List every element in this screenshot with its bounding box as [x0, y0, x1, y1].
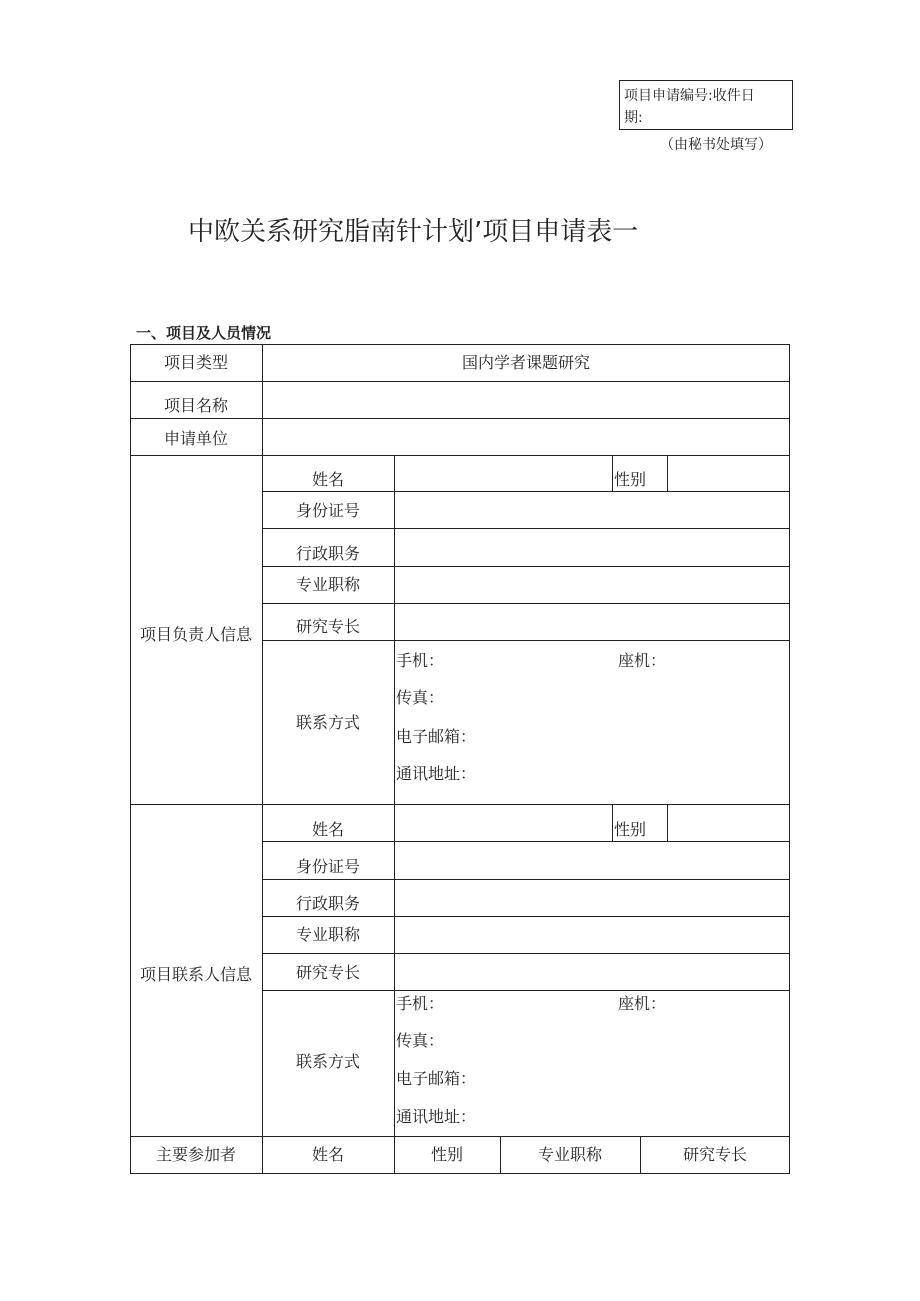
- col-divider: [612, 455, 613, 491]
- row-divider: [262, 640, 790, 641]
- applicant-unit-label: 申请单位: [163, 429, 228, 448]
- contact-name-label: 姓名: [311, 820, 344, 839]
- row-divider: [130, 455, 790, 456]
- leader-address[interactable]: 通讯地址：: [396, 764, 477, 783]
- secretariat-box-line2: 期:: [624, 110, 643, 126]
- row-divider: [262, 841, 790, 842]
- participants-label: 主要参加者: [155, 1145, 236, 1164]
- leader-research-field[interactable]: [396, 605, 788, 639]
- row-divider: [130, 381, 790, 382]
- row-divider: [262, 879, 790, 880]
- col-divider: [667, 455, 668, 491]
- leader-contact-label: 联系方式: [295, 713, 360, 732]
- row-divider: [262, 528, 790, 529]
- contact-address[interactable]: 通讯地址：: [396, 1107, 477, 1126]
- leader-prof-title-label: 专业职称: [295, 575, 360, 594]
- leader-email[interactable]: 电子邮箱：: [396, 727, 477, 746]
- leader-name-label: 姓名: [311, 470, 344, 489]
- participants-prof-title-header: 专业职称: [537, 1145, 602, 1164]
- leader-fax[interactable]: 传真：: [396, 688, 445, 707]
- applicant-unit-field[interactable]: [264, 420, 788, 454]
- leader-id-label: 身份证号: [295, 501, 360, 520]
- contact-prof-title-label: 专业职称: [295, 925, 360, 944]
- contact-contact-label: 联系方式: [295, 1052, 360, 1071]
- leader-name-field[interactable]: [396, 457, 610, 490]
- contact-admin-post-field[interactable]: [396, 881, 788, 915]
- contact-gender-label: 性别: [614, 820, 647, 839]
- col-divider: [612, 804, 613, 841]
- row-divider: [130, 1136, 790, 1137]
- contact-research-field[interactable]: [396, 955, 788, 989]
- col-divider: [394, 804, 395, 1136]
- contact-name-field[interactable]: [396, 806, 610, 840]
- row-divider: [262, 603, 790, 604]
- col-divider: [667, 804, 668, 841]
- leader-mobile[interactable]: 手机：: [396, 651, 445, 670]
- row-divider: [262, 566, 790, 567]
- contact-admin-post-label: 行政职务: [295, 894, 360, 913]
- row-divider: [130, 804, 790, 805]
- contact-gender-field[interactable]: [669, 806, 788, 840]
- contact-fax[interactable]: 传真：: [396, 1031, 445, 1050]
- contact-id-field[interactable]: [396, 843, 788, 878]
- row-divider: [262, 953, 790, 954]
- row-divider: [262, 990, 790, 991]
- project-type-value: 国内学者课题研究: [461, 353, 590, 372]
- contact-email[interactable]: 电子邮箱：: [396, 1069, 477, 1088]
- row-divider: [262, 491, 790, 492]
- col-divider: [394, 455, 395, 804]
- leader-admin-post-label: 行政职务: [295, 544, 360, 563]
- participants-gender-header: 性别: [430, 1145, 463, 1164]
- contact-prof-title-field[interactable]: [396, 918, 788, 952]
- leader-gender-field[interactable]: [669, 457, 788, 490]
- project-name-label: 项目名称: [163, 396, 228, 415]
- contact-research-label: 研究专长: [295, 963, 360, 982]
- project-name-field[interactable]: [264, 383, 788, 417]
- leader-id-field[interactable]: [396, 493, 788, 527]
- leader-gender-label: 性别: [614, 470, 647, 489]
- contact-id-label: 身份证号: [295, 857, 360, 876]
- page-title: 中欧关系研究脂南针计划’项目申请表一: [188, 217, 639, 247]
- leader-group-label: 项目负责人信息: [139, 625, 252, 644]
- row-divider: [130, 418, 790, 419]
- leader-research-label: 研究专长: [295, 617, 360, 636]
- contact-group-label: 项目联系人信息: [139, 965, 252, 984]
- section-heading: 一、项目及人员情况: [136, 324, 272, 342]
- participants-research-header: 研究专长: [682, 1145, 747, 1164]
- col-divider: [262, 344, 263, 1173]
- project-type-label: 项目类型: [163, 353, 228, 372]
- secretariat-box-line1: 项目申请编号:收件日: [624, 88, 755, 104]
- leader-prof-title-field[interactable]: [396, 568, 788, 602]
- row-divider: [262, 916, 790, 917]
- participants-name-header: 姓名: [311, 1145, 344, 1164]
- leader-admin-post-field[interactable]: [396, 530, 788, 565]
- leader-landline[interactable]: 座机：: [618, 651, 667, 670]
- secretariat-note: （由秘书处填写）: [660, 137, 772, 153]
- contact-mobile[interactable]: 手机：: [396, 994, 445, 1013]
- contact-landline[interactable]: 座机：: [618, 994, 667, 1013]
